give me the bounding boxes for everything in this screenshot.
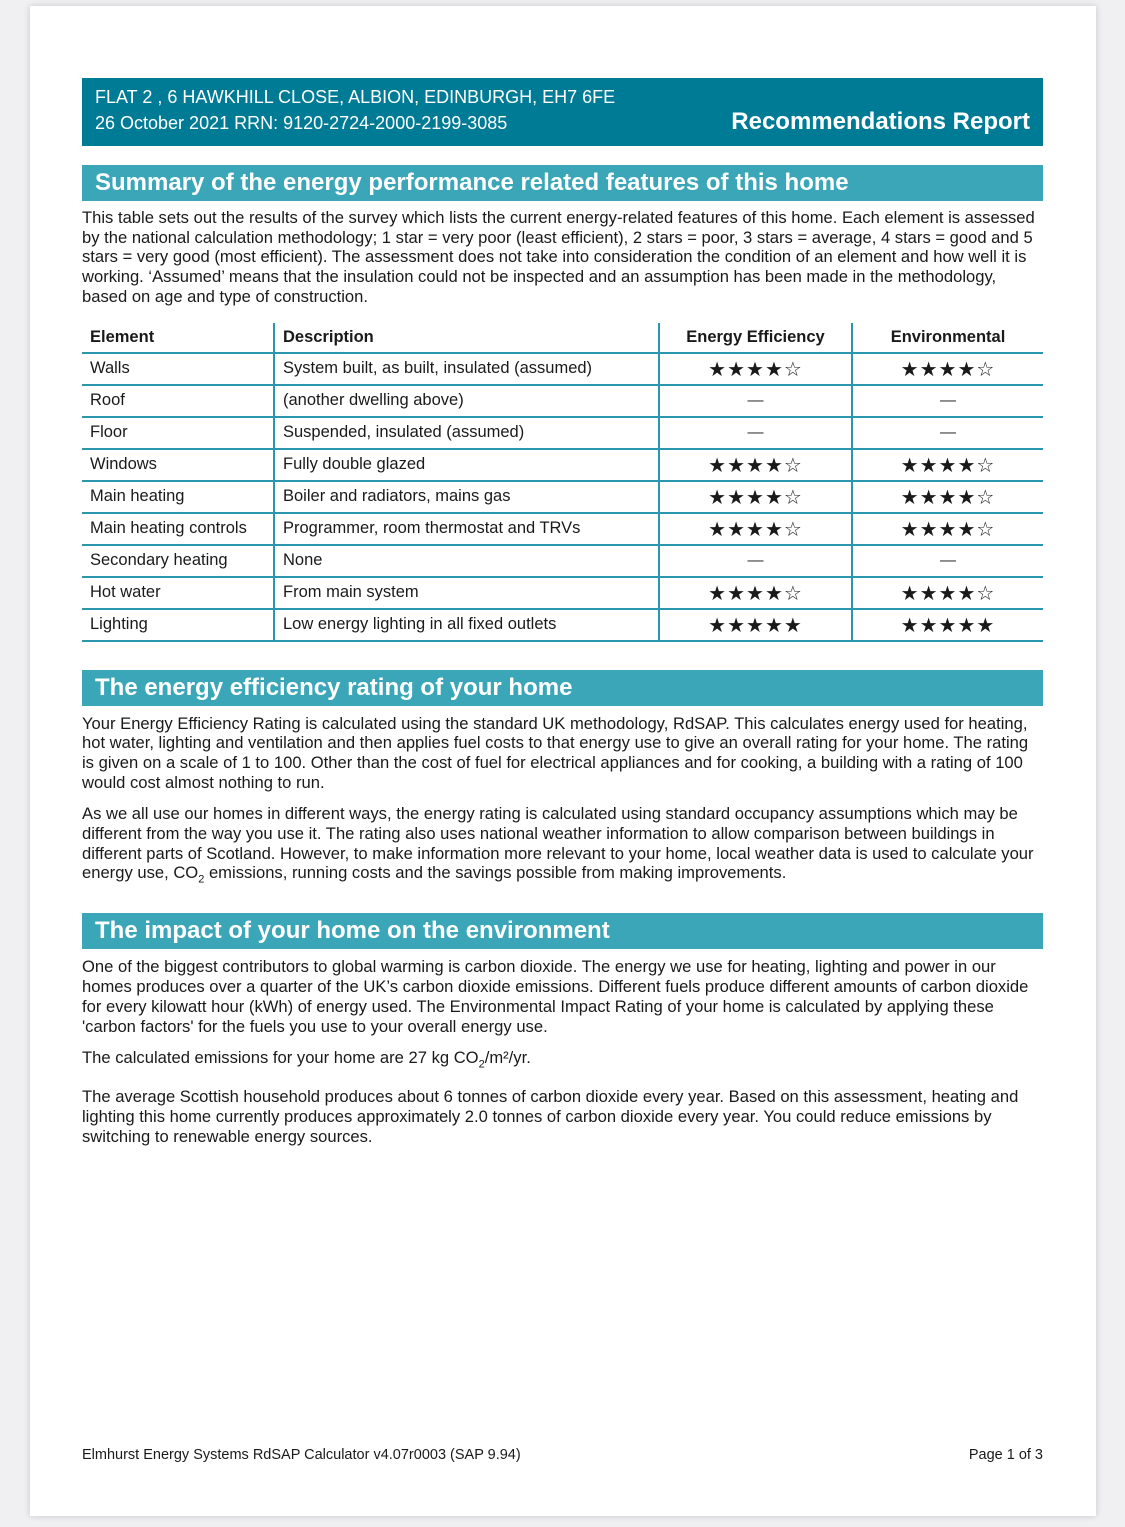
description-cell: Programmer, room thermostat and TRVs bbox=[274, 513, 659, 545]
element-cell: Roof bbox=[82, 385, 274, 417]
report-title: Recommendations Report bbox=[731, 108, 1030, 135]
star-rating-icon: ★★★★☆ bbox=[708, 452, 803, 477]
energy-efficiency-cell bbox=[659, 545, 852, 577]
energy-efficiency-cell bbox=[659, 449, 852, 481]
star-rating-icon: ★★★★☆ bbox=[708, 484, 803, 509]
energy-efficiency-cell bbox=[659, 417, 852, 449]
report-date-rrn: 26 October 2021 RRN: 9120-2724-2000-2199-3085 bbox=[95, 113, 508, 133]
no-rating-dash: — bbox=[940, 392, 956, 410]
element-cell: Hot water bbox=[82, 577, 274, 609]
rating-paragraph-2-text-b: emissions, running costs and the savings possible from making improvements. bbox=[204, 863, 787, 883]
description-cell: Suspended, insulated (assumed) bbox=[274, 417, 659, 449]
no-rating-dash: — bbox=[747, 552, 764, 570]
environmental-cell bbox=[852, 353, 1043, 385]
no-rating-dash: — bbox=[747, 392, 764, 410]
table-row bbox=[82, 609, 1043, 641]
description-cell: System built, as built, insulated (assumed) bbox=[274, 353, 659, 385]
features-table-body bbox=[82, 353, 1043, 641]
column-header-element: Element bbox=[82, 323, 274, 353]
environment-paragraph-3: The average Scottish household produces about 6 tonnes of carbon dioxide every year. Based on this assessment, heating and lighting this home currently produces approximately 2.0 tonnes of carbon dioxide every year. You could reduce emissions by switching to renewable energy sources. bbox=[82, 1087, 1019, 1146]
summary-intro: This table sets out the results of the survey which lists the current energy-related features of this home. Each element is assessed by the national calculation methodology; 1 star = very poor (least efficient), 2 stars = poor, 3 stars = average, 4 stars = good and 5 stars = very good (most efficient). The assessment does not take into consideration the condition of an element and how well it is working. ‘Assumed’ means that the insulation could not be inspected and an assumption has been made in the methodology, based on age and type of construction. bbox=[82, 208, 1035, 306]
description-cell: Fully double glazed bbox=[274, 449, 659, 481]
description-cell: From main system bbox=[274, 577, 659, 609]
energy-efficiency-cell bbox=[659, 353, 852, 385]
column-header-environmental: Environmental bbox=[852, 323, 1043, 353]
features-table-header bbox=[82, 323, 1043, 353]
co2-subscript: 2 bbox=[198, 873, 205, 886]
table-row bbox=[82, 449, 1043, 481]
element-cell: Floor bbox=[82, 417, 274, 449]
environmental-cell bbox=[852, 417, 1043, 449]
description-cell: Boiler and radiators, mains gas bbox=[274, 481, 659, 513]
environmental-cell bbox=[852, 385, 1043, 417]
environment-paragraph-1: One of the biggest contributors to global warming is carbon dioxide. The energy we use for heating, lighting and power in our homes produces over a quarter of the UK’s carbon dioxide emissions. Different fuels produce different amounts of carbon dioxide for every kilowatt hour (kWh) of energy used. The Environmental Impact Rating of your home is calculated by applying these 'carbon factors' for the fuels you use to your overall energy use. bbox=[82, 957, 1029, 1036]
energy-efficiency-cell bbox=[659, 609, 852, 641]
environmental-cell bbox=[852, 577, 1043, 609]
emissions-text-a: The calculated emissions for your home are 27 kg CO bbox=[82, 1048, 479, 1068]
environmental-cell bbox=[852, 513, 1043, 545]
element-cell: Walls bbox=[82, 353, 274, 385]
star-rating-icon: ★★★★★ bbox=[900, 612, 996, 637]
table-row bbox=[82, 385, 1043, 417]
description-cell: None bbox=[274, 545, 659, 577]
rating-paragraph-2 bbox=[82, 804, 1043, 890]
no-rating-dash: — bbox=[940, 552, 956, 570]
star-rating-icon: ★★★★☆ bbox=[900, 484, 996, 509]
table-row bbox=[82, 577, 1043, 609]
table-row bbox=[82, 481, 1043, 513]
element-cell: Lighting bbox=[82, 609, 274, 641]
star-rating-icon: ★★★★☆ bbox=[900, 356, 996, 381]
co2-subscript: 2 bbox=[478, 1058, 485, 1071]
star-rating-icon: ★★★★☆ bbox=[900, 516, 996, 541]
emissions-statement bbox=[82, 1048, 1043, 1075]
table-row bbox=[82, 353, 1043, 385]
no-rating-dash: — bbox=[747, 424, 764, 442]
element-cell: Main heating controls bbox=[82, 513, 274, 545]
footer-page-number: Page 1 of 3 bbox=[968, 1447, 1043, 1463]
environmental-cell bbox=[852, 545, 1043, 577]
property-address: FLAT 2 , 6 HAWKHILL CLOSE, ALBION, EDINBURGH, EH7 6FE bbox=[95, 87, 616, 107]
element-cell: Windows bbox=[82, 449, 274, 481]
energy-efficiency-cell bbox=[659, 513, 852, 545]
star-rating-icon: ★★★★☆ bbox=[708, 356, 803, 381]
column-header-energy-efficiency: Energy Efficiency bbox=[659, 323, 852, 353]
environmental-cell bbox=[852, 609, 1043, 641]
star-rating-icon: ★★★★★ bbox=[708, 612, 803, 637]
table-row bbox=[82, 513, 1043, 545]
energy-efficiency-cell bbox=[659, 385, 852, 417]
star-rating-icon: ★★★★☆ bbox=[708, 516, 803, 541]
description-cell: (another dwelling above) bbox=[274, 385, 659, 417]
element-cell: Secondary heating bbox=[82, 545, 274, 577]
environment-section-title: The impact of your home on the environment bbox=[82, 913, 1043, 949]
document-page bbox=[30, 6, 1096, 1516]
energy-efficiency-cell bbox=[659, 577, 852, 609]
no-rating-dash: — bbox=[940, 424, 956, 442]
environmental-cell bbox=[852, 449, 1043, 481]
rating-section-title: The energy efficiency rating of your home bbox=[82, 670, 1043, 706]
element-cell: Main heating bbox=[82, 481, 274, 513]
energy-efficiency-cell bbox=[659, 481, 852, 513]
page-content bbox=[82, 78, 1043, 1146]
star-rating-icon: ★★★★☆ bbox=[900, 580, 996, 605]
star-rating-icon: ★★★★☆ bbox=[900, 452, 996, 477]
emissions-text-b: /m²/yr. bbox=[484, 1048, 531, 1068]
report-header bbox=[82, 78, 1043, 146]
rating-paragraph-2-text-a: As we all use our homes in different ways, the energy rating is calculated using standard occupancy assumptions which may be different from the way you use it. The rating also uses national weather information to allow comparison between buildings in different parts of Scotland. However, to make information more relevant to your home, local weather data is used to calculate your energy use, CO bbox=[82, 804, 1034, 883]
description-cell: Low energy lighting in all fixed outlets bbox=[274, 609, 659, 641]
rating-paragraph-1: Your Energy Efficiency Rating is calculated using the standard UK methodology, RdSAP. This calculates energy used for heating, hot water, lighting and ventilation and then applies fuel costs to that energy use to give an overall rating for your home. The rating is given on a scale of 1 to 100. Other than the cost of fuel for electrical appliances and for cooking, a building with a rating of 100 would cost almost nothing to run. bbox=[82, 713, 1029, 792]
star-rating-icon: ★★★★☆ bbox=[708, 580, 803, 605]
column-header-description: Description bbox=[274, 323, 659, 353]
features-table bbox=[82, 323, 1043, 642]
table-row bbox=[82, 545, 1043, 577]
table-row bbox=[82, 417, 1043, 449]
summary-section-title: Summary of the energy performance related features of this home bbox=[82, 165, 1043, 201]
environmental-cell bbox=[852, 481, 1043, 513]
footer-software: Elmhurst Energy Systems RdSAP Calculator v4.07r0003 (SAP 9.94) bbox=[82, 1447, 521, 1463]
